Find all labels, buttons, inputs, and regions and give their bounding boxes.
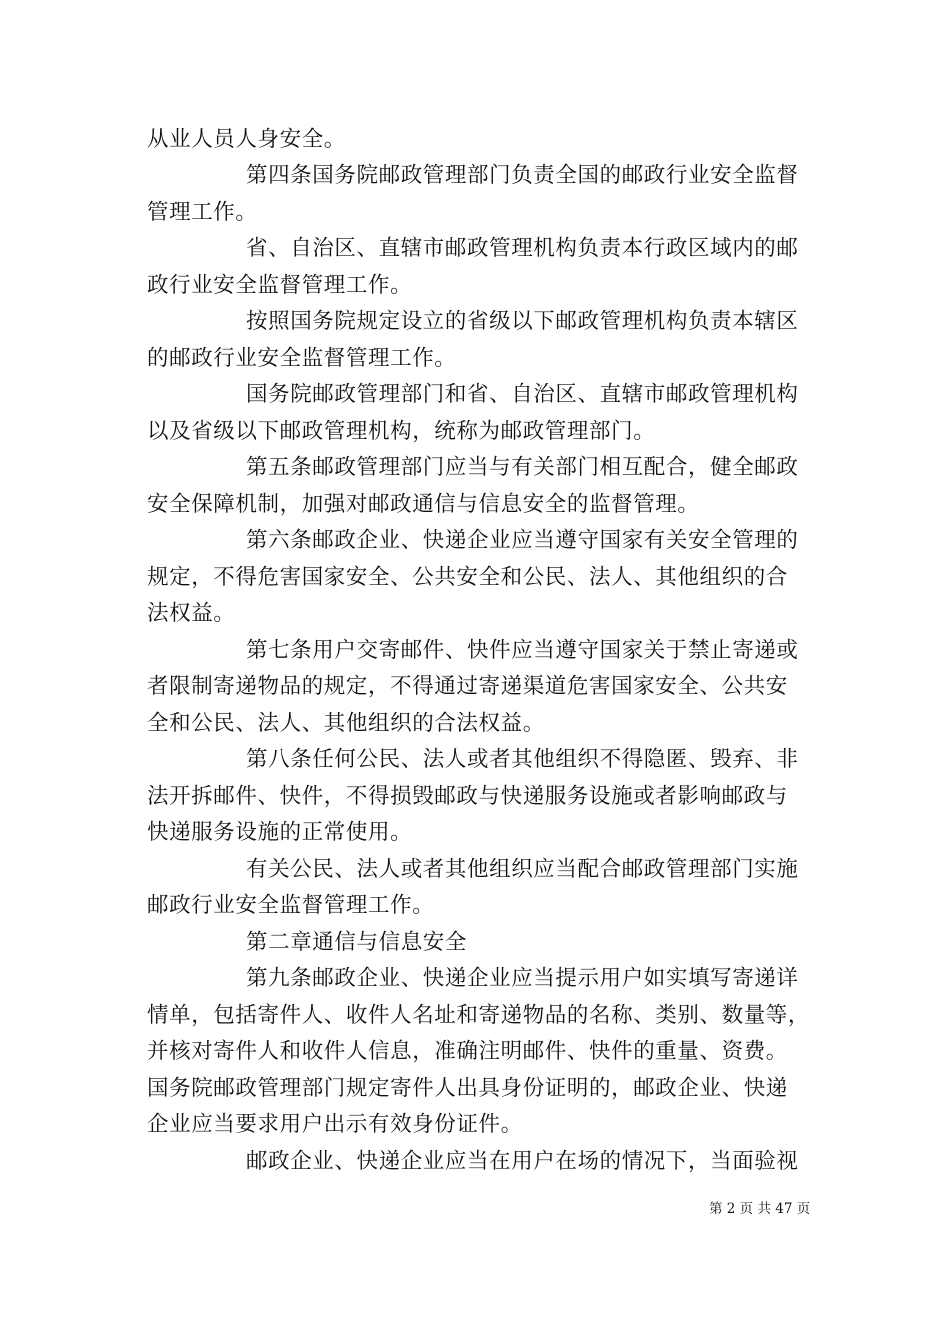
text-line: 情单，包括寄件人、收件人名址和寄递物品的名称、类别、数量等， [147, 1003, 811, 1028]
text-line: 并核对寄件人和收件人信息，准确注明邮件、快件的重量、资费。 [147, 1039, 788, 1064]
text-line: 者限制寄递物品的规定，不得通过寄递渠道危害国家安全、公共安 [147, 674, 788, 699]
text-line: 按照国务院规定设立的省级以下邮政管理机构负责本辖区 [246, 309, 799, 334]
text-line: 规定，不得危害国家安全、公共安全和公民、法人、其他组织的合 [147, 565, 788, 590]
text-line: 的邮政行业安全监督管理工作。 [147, 346, 457, 371]
text-line: 省、自治区、直辖市邮政管理机构负责本行政区域内的邮 [246, 236, 799, 261]
text-line: 企业应当要求用户出示有效身份证件。 [147, 1112, 523, 1137]
text-line: 全和公民、法人、其他组织的合法权益。 [147, 711, 545, 736]
chapter-heading: 第二章通信与信息安全 [246, 930, 468, 955]
text-line: 以及省级以下邮政管理机构，统称为邮政管理部门。 [147, 419, 656, 444]
text-line: 国务院邮政管理部门规定寄件人出具身份证明的，邮政企业、快递 [147, 1076, 788, 1101]
text-line: 国务院邮政管理部门和省、自治区、直辖市邮政管理机构 [246, 382, 799, 407]
page-number: 第 2 页 共 47 页 [709, 1201, 811, 1217]
text-line: 有关公民、法人或者其他组织应当配合邮政管理部门实施 [246, 857, 799, 882]
text-line: 第四条国务院邮政管理部门负责全国的邮政行业安全监督 [246, 163, 799, 188]
text-line: 快递服务设施的正常使用。 [147, 820, 413, 845]
text-line: 法权益。 [147, 601, 236, 626]
text-line: 从业人员人身安全。 [147, 127, 346, 152]
text-line: 第六条邮政企业、快递企业应当遵守国家有关安全管理的 [246, 528, 799, 553]
text-line: 法开拆邮件、快件，不得损毁邮政与快递服务设施或者影响邮政与 [147, 784, 788, 809]
text-line: 第七条用户交寄邮件、快件应当遵守国家关于禁止寄递或 [246, 638, 799, 663]
text-line: 第九条邮政企业、快递企业应当提示用户如实填写寄递详 [246, 966, 799, 991]
text-line: 管理工作。 [147, 200, 258, 225]
text-line: 邮政行业安全监督管理工作。 [147, 893, 435, 918]
text-line: 安全保障机制，加强对邮政通信与信息安全的监督管理。 [147, 492, 700, 517]
text-line: 邮政企业、快递企业应当在用户在场的情况下，当面验视 [246, 1149, 799, 1174]
text-line: 第八条任何公民、法人或者其他组织不得隐匿、毁弃、非 [246, 747, 799, 772]
text-line: 第五条邮政管理部门应当与有关部门相互配合，健全邮政 [246, 455, 799, 480]
text-line: 政行业安全监督管理工作。 [147, 273, 413, 298]
